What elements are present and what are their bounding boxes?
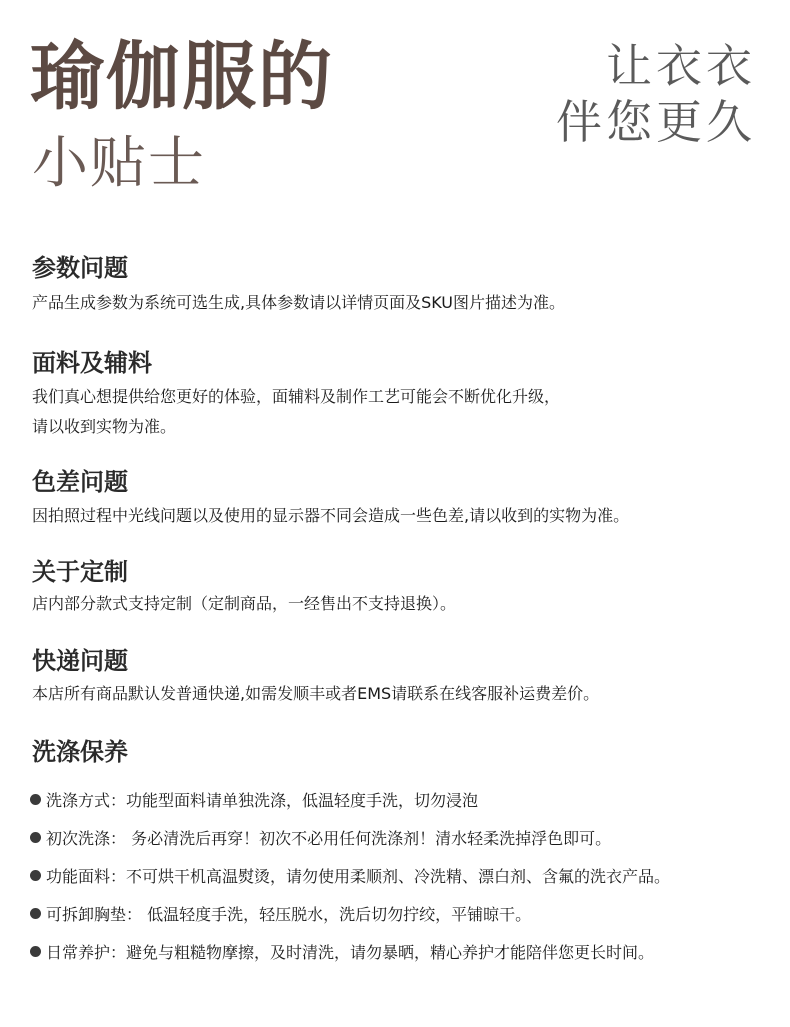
page-title: 瑜伽服的	[30, 34, 334, 120]
list-item	[30, 780, 670, 818]
bullet-icon	[30, 870, 41, 881]
section-line: 产品生成参数为系统可选生成,具体参数请以详情页面及SKU图片描述为准。	[32, 293, 566, 312]
section-text-delivery	[32, 679, 599, 709]
slogan	[556, 38, 756, 150]
page-subtitle: 小贴士	[32, 131, 206, 196]
care-item-text: 初次洗涤： 务必清洗后再穿！初次不必用任何洗涤剂！清水轻柔洗掉浮色即可。	[46, 828, 612, 848]
care-list	[30, 780, 670, 970]
list-item	[30, 818, 670, 856]
section-text-params	[32, 288, 565, 318]
bullet-icon	[30, 946, 41, 957]
slogan-line-1: 让衣衣	[606, 39, 756, 93]
section-heading-delivery: 快递问题	[32, 647, 128, 675]
section-heading-params: 参数问题	[32, 254, 128, 282]
list-item	[30, 856, 670, 894]
bullet-icon	[30, 908, 41, 919]
bullet-icon	[30, 794, 41, 805]
care-item-text: 日常养护：避免与粗糙物摩擦，及时清洗，请勿暴晒，精心养护才能陪伴您更长时间。	[46, 942, 655, 962]
care-item-text: 可拆卸胸垫： 低温轻度手洗，轻压脱水，洗后切勿拧绞，平铺晾干。	[46, 904, 532, 924]
list-item	[30, 932, 670, 970]
section-heading-care: 洗涤保养	[32, 738, 128, 766]
section-line: 我们真心想提供给您更好的体验，面辅料及制作工艺可能会不断优化升级，	[32, 387, 561, 406]
section-line: 请以收到实物为准。	[32, 417, 177, 436]
section-heading-fabric: 面料及辅料	[32, 349, 152, 377]
section-heading-color: 色差问题	[32, 468, 128, 496]
section-text-color	[32, 501, 629, 531]
section-heading-custom: 关于定制	[32, 558, 128, 586]
section-line: 店内部分款式支持定制（定制商品，一经售出不支持退换）。	[32, 594, 457, 613]
bullet-icon	[30, 832, 41, 843]
care-item-text: 洗涤方式：功能型面料请单独洗涤，低温轻度手洗，切勿浸泡	[46, 790, 479, 810]
slogan-line-2: 伴您更久	[556, 95, 756, 149]
section-text-custom	[32, 589, 456, 619]
section-text-fabric	[32, 382, 560, 442]
section-line: 本店所有商品默认发普通快递,如需发顺丰或者EMS请联系在线客服补运费差价。	[32, 684, 600, 703]
care-item-text: 功能面料：不可烘干机高温熨烫，请勿使用柔顺剂、冷洗精、漂白剂、含氟的洗衣产品。	[46, 866, 671, 886]
section-line: 因拍照过程中光线问题以及使用的显示器不同会造成一些色差,请以收到的实物为准。	[32, 506, 630, 525]
list-item	[30, 894, 670, 932]
